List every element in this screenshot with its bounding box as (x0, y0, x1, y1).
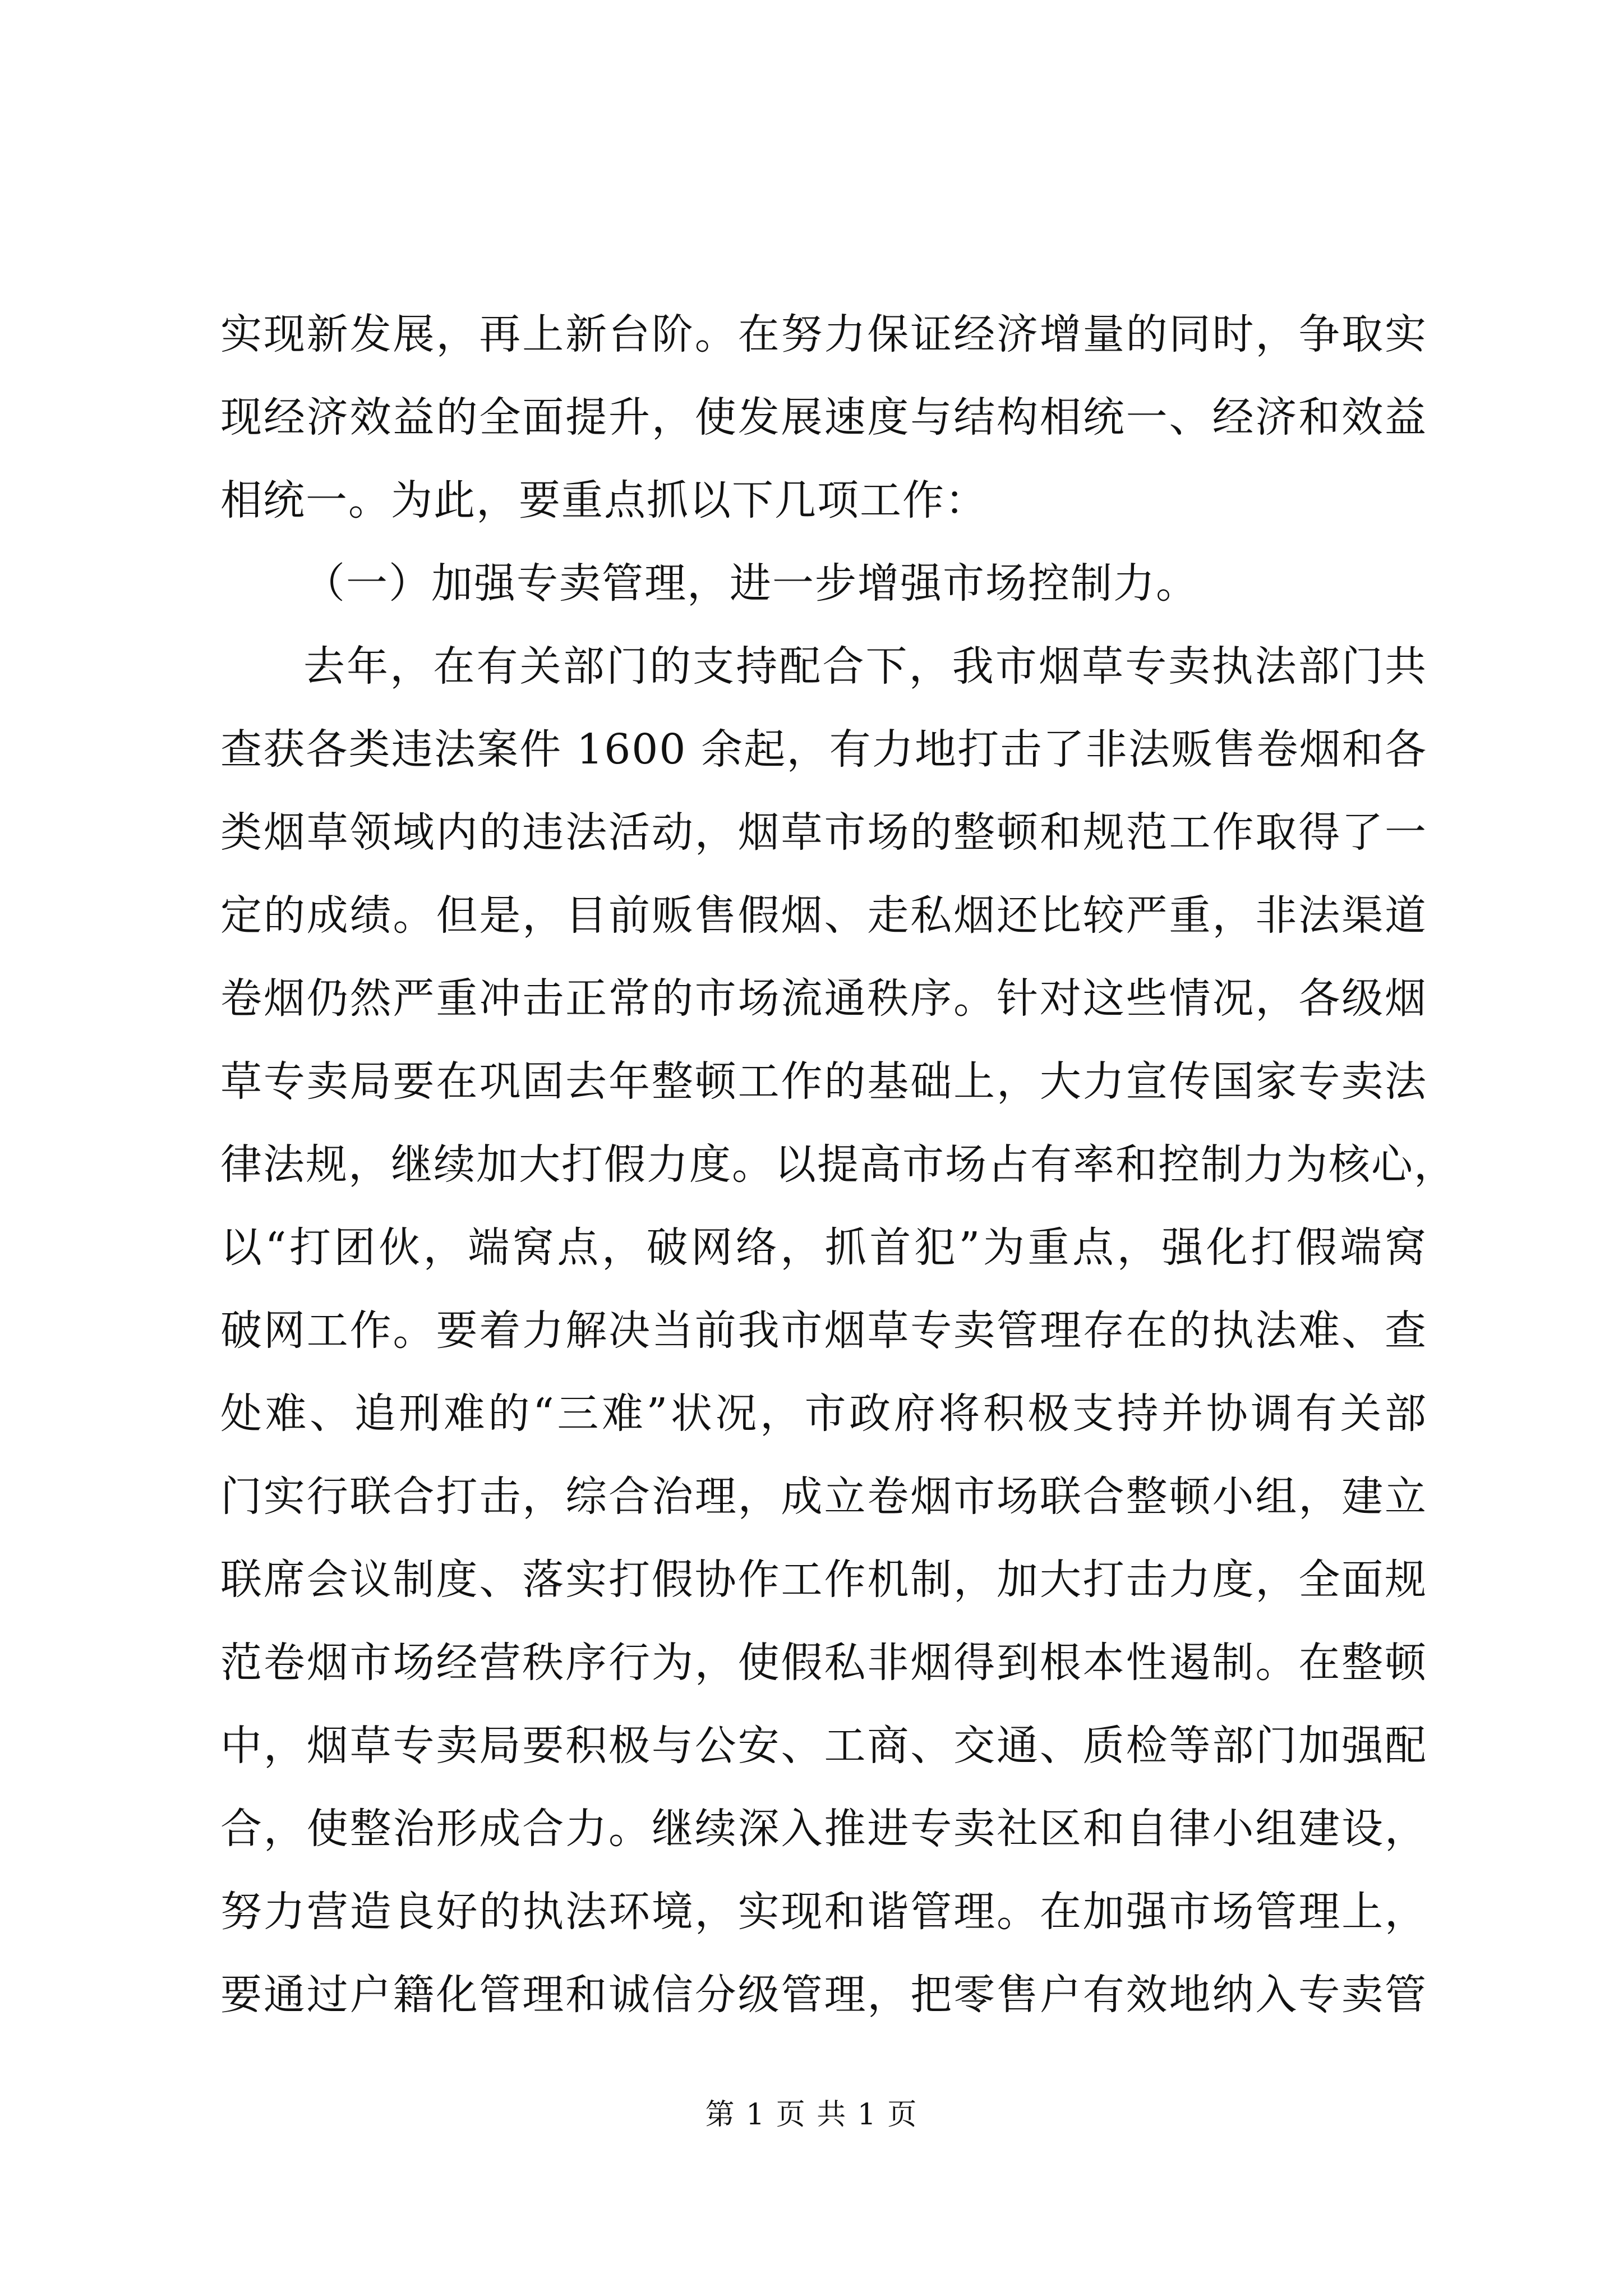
document-body (220, 293, 1456, 2036)
main-line-9: 破网工作。要着力解决当前我市烟草专卖管理存在的执法难、查 (220, 1306, 1427, 1355)
main-line-17: 要通过户籍化管理和诚信分级管理，把零售户有效地纳入专卖管 (220, 1971, 1427, 2019)
section-heading: （一）加强专卖管理，进一步增强市场控制力。 (303, 559, 1198, 608)
page-footer (0, 2097, 1623, 2133)
main-line-6: 草专卖局要在巩固去年整顿工作的基础上，大力宣传国家专卖法 (220, 1057, 1427, 1106)
intro-line-2: 现经济效益的全面提升，使发展速度与结构相统一、经济和效益 (220, 393, 1427, 441)
main-line-4: 定的成绩。但是，目前贩售假烟、走私烟还比较严重，非法渠道 (220, 891, 1427, 940)
main-line-3: 类烟草领域内的违法活动，烟草市场的整顿和规范工作取得了一 (220, 808, 1427, 857)
main-line-13: 范卷烟市场经营秩序行为，使假私非烟得到根本性遏制。在整顿 (220, 1639, 1427, 1687)
main-line-10: 处难、追刑难的“三难”状况，市政府将积极支持并协调有关部 (220, 1389, 1427, 1438)
main-line-8: 以“打团伙，端窝点，破网络，抓首犯”为重点，强化打假端窝 (220, 1223, 1427, 1272)
main-line-7: 律法规，继续加大打假力度。以提高市场占有率和控制力为核心， (220, 1140, 1456, 1189)
intro-line-3: 相统一。为此，要重点抓以下几项工作： (220, 476, 988, 524)
main-line-12: 联席会议制度、落实打假协作工作机制，加大打击力度，全面规 (220, 1556, 1427, 1604)
main-line-14: 中，烟草专卖局要积极与公安、工商、交通、质检等部门加强配 (220, 1722, 1427, 1770)
main-line-16: 努力营造良好的执法环境，实现和谐管理。在加强市场管理上， (220, 1888, 1427, 1936)
main-line-2: 查获各类违法案件 1600 余起，有力地打击了非法贩售卷烟和各 (220, 725, 1427, 774)
main-line-1: 去年，在有关部门的支持配合下，我市烟草专卖执法部门共 (303, 642, 1427, 691)
main-line-5: 卷烟仍然严重冲击正常的市场流通秩序。针对这些情况，各级烟 (220, 974, 1427, 1023)
main-line-15: 合，使整治形成合力。继续深入推进专卖社区和自律小组建设， (220, 1805, 1427, 1853)
intro-line-1: 实现新发展，再上新台阶。在努力保证经济增量的同时，争取实 (220, 310, 1427, 358)
main-line-11: 门实行联合打击，综合治理，成立卷烟市场联合整顿小组，建立 (220, 1473, 1427, 1521)
page-number: 第 1 页 共 1 页 (705, 2098, 918, 2132)
